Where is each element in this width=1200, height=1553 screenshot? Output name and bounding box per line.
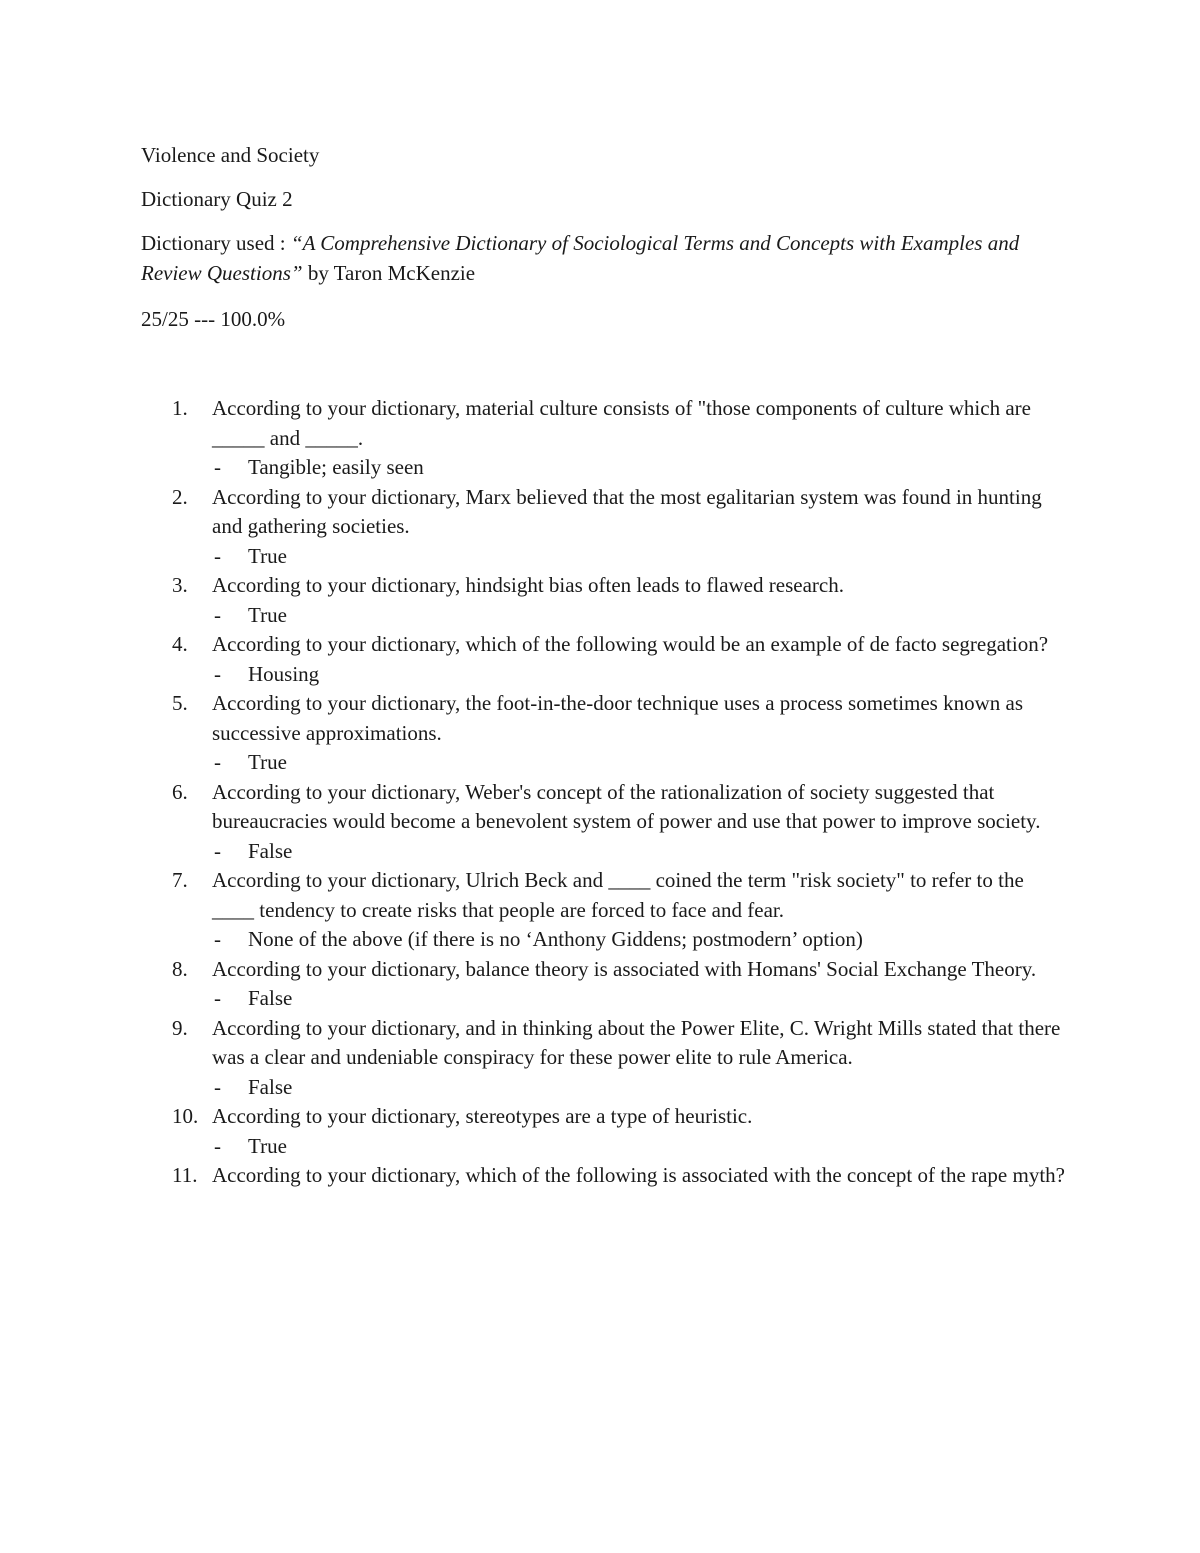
quiz-title: Dictionary Quiz 2 (141, 187, 293, 211)
question-item (141, 630, 1071, 689)
question-text: According to your dictionary, the foot-in-the-door technique uses a process sometimes known as successive approximations. (212, 691, 1024, 745)
question-item (141, 778, 1071, 867)
question-answer (212, 984, 1071, 1014)
answer-dash: - (214, 1074, 221, 1099)
question-item (141, 1014, 1071, 1103)
question-answer (212, 453, 1071, 483)
answer-dash: - (214, 986, 221, 1010)
question-text: According to your dictionary, and in thinking about the Power Elite, C. Wright Mills stated that there was a clear and undeniable conspiracy for these power elite to rule America. (212, 1015, 1061, 1069)
answer-dash: - (214, 455, 221, 479)
question-number: 4. (172, 632, 188, 656)
answer-dash: - (214, 838, 221, 863)
answer-text: True (248, 1133, 287, 1158)
question-text: According to your dictionary, Ulrich Beck and ____ coined the term "risk society" to refer to the ____ tendency to create risks that people are forced to face and fear. (212, 868, 1024, 922)
question-number: 2. (172, 484, 188, 509)
answer-text: False (248, 838, 293, 863)
question-item (141, 1161, 1071, 1191)
question-number: 6. (172, 779, 188, 804)
question-item (141, 483, 1071, 572)
question-text: According to your dictionary, material culture consists of "those components of culture which are _____ and _____. (212, 396, 1031, 450)
dictionary-author: by Taron McKenzie (302, 261, 476, 285)
question-item (141, 866, 1071, 955)
question-item (141, 955, 1071, 1014)
answer-text: False (248, 986, 293, 1010)
answer-dash: - (214, 927, 221, 951)
question-number: 10. (172, 1104, 199, 1128)
dictionary-citation (141, 228, 1071, 288)
question-text: According to your dictionary, stereotypes are a type of heuristic. (212, 1104, 753, 1128)
answer-dash: - (214, 602, 221, 627)
answer-text: False (248, 1074, 293, 1099)
answer-dash: - (214, 1133, 221, 1158)
question-text: According to your dictionary, hindsight bias often leads to flawed research. (212, 573, 844, 597)
question-answer (212, 601, 1071, 631)
question-answer (212, 1132, 1071, 1162)
question-item (141, 1102, 1071, 1161)
answer-text: True (248, 750, 287, 774)
question-number: 1. (172, 396, 188, 420)
answer-dash: - (214, 661, 221, 686)
question-text: According to your dictionary, Weber's concept of the rationalization of society suggested that bureaucracies would become a benevolent system of power and use that power to improve society. (212, 779, 1041, 833)
question-answer (212, 542, 1071, 572)
question-number: 11. (172, 1163, 198, 1187)
question-text: According to your dictionary, which of the following would be an example of de facto segregation? (212, 632, 1049, 656)
dictionary-prefix: Dictionary used : (141, 231, 291, 255)
question-answer (212, 837, 1071, 867)
question-item (141, 394, 1071, 483)
document-page (141, 140, 1071, 1191)
question-number: 5. (172, 691, 188, 715)
answer-dash: - (214, 750, 221, 774)
question-answer (212, 748, 1071, 778)
answer-dash: - (214, 543, 221, 568)
question-text: According to your dictionary, balance theory is associated with Homans' Social Exchange Theory. (212, 956, 1037, 981)
question-number: 7. (172, 868, 188, 892)
question-answer (212, 660, 1071, 690)
question-list (141, 394, 1071, 1191)
answer-text: True (248, 543, 287, 568)
quiz-score: 25/25 --- 100.0% (141, 307, 286, 331)
question-number: 3. (172, 573, 188, 597)
question-number: 9. (172, 1015, 188, 1040)
question-answer (212, 925, 1071, 955)
question-text: According to your dictionary, Marx believed that the most egalitarian system was found in hunting and gathering societies. (212, 484, 1042, 538)
question-item (141, 571, 1071, 630)
answer-text: Tangible; easily seen (248, 455, 424, 479)
dictionary-title: “A Comprehensive Dictionary of Sociological Terms and Concepts with Examples and Review Questions” (141, 231, 1020, 285)
answer-text: True (248, 602, 287, 627)
answer-text: None of the above (if there is no ‘Anthony Giddens; postmodern’ option) (248, 927, 863, 951)
course-title: Violence and Society (141, 143, 320, 167)
question-number: 8. (172, 956, 188, 981)
question-item (141, 689, 1071, 778)
question-answer (212, 1073, 1071, 1103)
answer-text: Housing (248, 661, 320, 686)
question-text: According to your dictionary, which of the following is associated with the concept of the rape myth? (212, 1163, 1065, 1187)
